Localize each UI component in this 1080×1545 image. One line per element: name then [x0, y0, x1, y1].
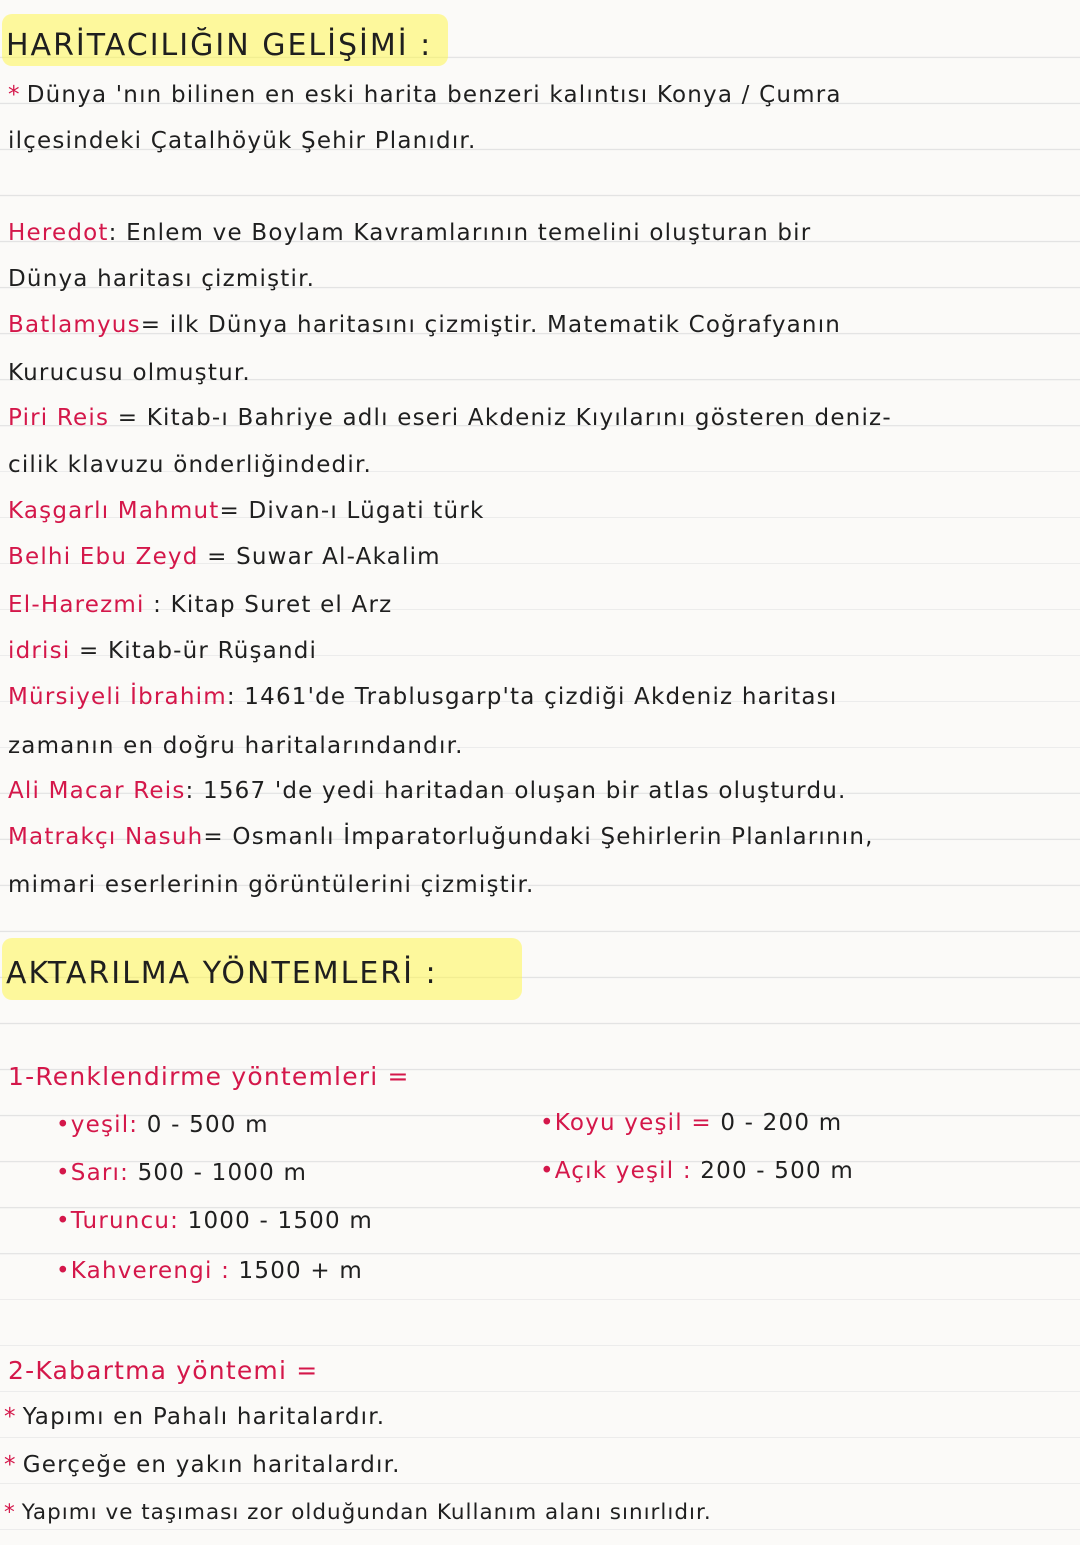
method-2-item-text: Gerçeğe en yakın haritalardır. — [22, 1452, 401, 1478]
entry-sep: = — [219, 498, 240, 524]
entry-ali-macar — [8, 778, 847, 804]
color-item-brown — [56, 1258, 363, 1284]
entry-sep: = — [140, 312, 162, 338]
entry-text: Osmanlı İmparatorluğundaki Şehirlerin Planlarının, — [232, 824, 874, 850]
entry-name: Batlamyus — [8, 312, 141, 338]
color-item-green — [56, 1112, 269, 1138]
bullet-dot-icon: • — [56, 1258, 71, 1284]
method-2-item-3 — [4, 1500, 712, 1525]
bullet-dot-icon: • — [56, 1208, 71, 1234]
entry-sep: = — [78, 638, 100, 664]
color-value: 200 - 500 m — [700, 1158, 854, 1184]
color-label: Turuncu: — [70, 1208, 180, 1234]
entry-belhi — [8, 544, 441, 570]
entry-text: Kitap Suret el Arz — [170, 592, 393, 618]
entry-sep: : — [185, 778, 195, 804]
entry-text: 1567 'de yedi haritadan oluşan bir atlas oluşturdu. — [203, 778, 847, 804]
color-label: Kahverengi : — [70, 1258, 231, 1284]
entry-name: Ali Macar Reis — [8, 778, 186, 804]
star-bullet-icon: * — [4, 1500, 16, 1525]
bullet-dot-icon: • — [540, 1110, 555, 1136]
entry-name: Matrakçı Nasuh — [8, 824, 204, 850]
entry-sep: = — [203, 824, 224, 850]
entry-name: Kaşgarlı Mahmut — [8, 498, 220, 524]
entry-name: Belhi Ebu Zeyd — [8, 544, 199, 570]
color-value: 0 - 500 m — [146, 1112, 269, 1138]
intro-text-1: Dünya 'nın bilinen en eski harita benzeri kalıntısı Konya / Çumra — [26, 82, 842, 108]
entry-text: ilk Dünya haritasını çizmiştir. Matematik Coğrafyanın — [169, 312, 842, 338]
entry-name: Mürsiyeli İbrahim — [8, 684, 227, 710]
entry-name: Heredot — [8, 220, 109, 246]
intro-line-2: ilçesindeki Çatalhöyük Şehir Planıdır. — [8, 128, 477, 154]
color-value: 1500 + m — [238, 1258, 363, 1284]
intro-line-1 — [8, 82, 842, 108]
section-heading-transfer-methods: AKTARILMA YÖNTEMLERİ : — [6, 956, 438, 991]
entry-name: Piri Reis — [8, 405, 110, 431]
entry-harezmi — [8, 592, 392, 618]
method-2-item-text: Yapımı en Pahalı haritalardır. — [22, 1404, 386, 1430]
color-item-light-green — [540, 1158, 854, 1184]
star-bullet-icon: * — [8, 82, 21, 108]
color-label: yeşil: — [70, 1112, 139, 1138]
method-2-item-text: Yapımı ve taşıması zor olduğundan Kullanım alanı sınırlıdır. — [21, 1500, 712, 1525]
entry-name: idrisi — [8, 638, 71, 664]
entry-sep: = — [207, 544, 228, 570]
bullet-dot-icon: • — [56, 1112, 71, 1138]
color-label: Açık yeşil : — [554, 1158, 692, 1184]
entry-text: Kitab-ür Rüşandi — [107, 638, 318, 664]
method-2-item-1 — [4, 1404, 385, 1430]
color-value: 0 - 200 m — [720, 1110, 843, 1136]
entry-sep: : — [108, 220, 118, 246]
star-bullet-icon: * — [4, 1452, 17, 1478]
color-item-orange — [56, 1208, 373, 1234]
entry-batlamyus — [8, 312, 841, 338]
method-1-title: 1-Renklendirme yöntemleri = — [8, 1062, 410, 1091]
bullet-dot-icon: • — [540, 1158, 555, 1184]
color-label: Sarı: — [70, 1160, 130, 1186]
entry-mursiyeli-cont: zamanın en doğru haritalarındandır. — [8, 733, 464, 759]
entry-mursiyeli — [8, 684, 837, 710]
color-item-yellow — [56, 1160, 307, 1186]
entry-name: El-Harezmi — [8, 592, 145, 618]
entry-sep: : — [153, 592, 163, 618]
entry-batlamyus-cont: Kurucusu olmuştur. — [8, 360, 251, 386]
entry-kasgarli — [8, 498, 484, 524]
method-2-item-2 — [4, 1452, 401, 1478]
color-label: Koyu yeşil = — [554, 1110, 712, 1136]
entry-heredot-cont: Dünya haritası çizmiştir. — [8, 266, 316, 292]
entry-text: Enlem ve Boylam Kavramlarının temelini oluşturan bir — [126, 220, 812, 246]
bullet-dot-icon: • — [56, 1160, 71, 1186]
entry-idrisi — [8, 638, 317, 664]
color-value: 1000 - 1500 m — [187, 1208, 373, 1234]
entry-piri-reis — [8, 405, 892, 431]
method-2-title: 2-Kabartma yöntemi = — [8, 1356, 319, 1385]
star-bullet-icon: * — [4, 1404, 17, 1430]
entry-heredot — [8, 220, 811, 246]
color-value: 500 - 1000 m — [137, 1160, 308, 1186]
color-item-dark-green — [540, 1110, 842, 1136]
section-heading-mapmaking: HARİTACILIĞIN GELİŞİMİ : — [6, 28, 433, 63]
entry-sep: : — [226, 684, 236, 710]
entry-text: Divan-ı Lügati türk — [248, 498, 485, 524]
entry-matrakci — [8, 824, 874, 850]
entry-text: Kitab-ı Bahriye adlı eseri Akdeniz Kıyılarını gösteren deniz- — [146, 405, 892, 431]
entry-sep: = — [117, 405, 139, 431]
entry-matrakci-cont: mimari eserlerinin görüntülerini çizmiştir. — [8, 872, 535, 898]
entry-text: Suwar Al-Akalim — [236, 544, 441, 570]
entry-piri-reis-cont: cilik klavuzu önderliğindedir. — [8, 452, 372, 478]
entry-text: 1461'de Trablusgarp'ta çizdiği Akdeniz haritası — [244, 684, 838, 710]
